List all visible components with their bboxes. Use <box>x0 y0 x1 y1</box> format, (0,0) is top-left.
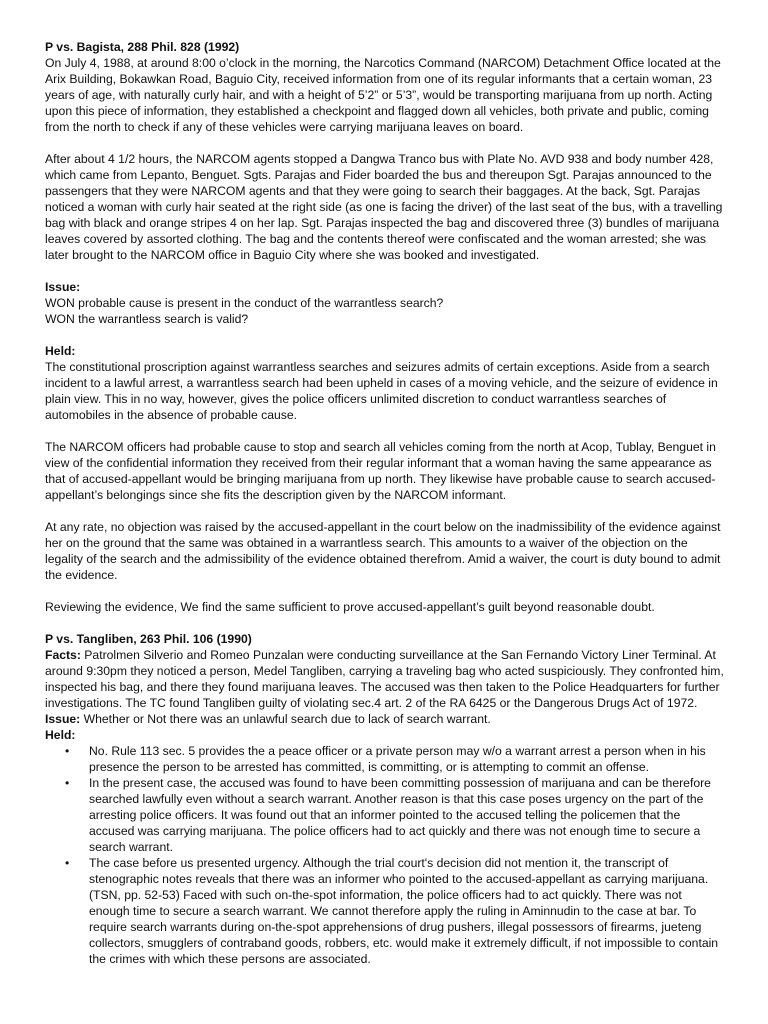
case-bagista <box>45 39 725 631</box>
held-heading: Held: <box>45 728 76 742</box>
issue-item: WON probable cause is present in the conduct of the warrantless search? <box>45 296 444 310</box>
case-title: P vs. Bagista, 288 Phil. 828 (1992) <box>45 40 240 54</box>
held-bullet-list <box>45 743 725 967</box>
issue-heading: Issue: <box>45 280 81 294</box>
facts-text: Patrolmen Silverio and Romeo Punzalan were conducting surveillance at the San Fernando Victory Liner Terminal. At around 9:30pm they noticed a person, Medel Tangliben, carrying a traveling bag who acted suspiciously. They confronted him, inspected his bag, and there they found marijuana leaves. The accused was then taken to the Police Headquarters for further investigations. The TC found Tangliben guilty of violating sec.4 art. 2 of the RA 6425 or the Dangerous Drugs Act of 1972. <box>45 648 724 710</box>
facts-paragraph <box>45 647 725 711</box>
paragraph-gap <box>45 423 725 439</box>
held-bullet-item <box>45 855 725 967</box>
facts-paragraph: After about 4 1/2 hours, the NARCOM agents stopped a Dangwa Tranco bus with Plate No. AVD 938 and body number 428, which came from Lepanto, Benguet. Sgts. Parajas and Fider boarded the bus and thereupon Sgt. Parajas announced to the passengers that they were NARCOM agents and that they were going to search their baggages. At the back, Sgt. Parajas noticed a woman with curly hair seated at the right side (as one is facing the driver) of the last seat of the bus, with a travelling bag with black and orange stripes 4 on her lap. Sgt. Parajas inspected the bag and discovered three (3) bundles of marijuana leaves covered by assorted clothing. The bag and the contents thereof were confiscated and the woman arrested; she was later brought to the NARCOM office in Baguio City where she was booked and investigated. <box>45 152 723 262</box>
bullet-icon: • <box>65 744 70 758</box>
paragraph-gap <box>45 263 725 279</box>
held-paragraph: At any rate, no objection was raised by the accused-appellant in the court below on the inadmissibility of the evidence against her on the ground that the same was obtained in a warrantless search. This amounts to a waiver of the objection on the legality of the search and the admissibility of the evidence obtained therefrom. Amid a waiver, the court is duty bound to admit the evidence. <box>45 520 721 582</box>
held-heading: Held: <box>45 344 76 358</box>
issue-paragraph <box>45 711 725 727</box>
held-paragraph: The NARCOM officers had probable cause to stop and search all vehicles coming from the north at Acop, Tublay, Benguet in view of the confidential information they received from their regular informant that a woman having the same appearance as that of accused-appellant would be bringing marijuana from up north. They likewise have probable cause to search accused-appellant’s belongings since she fits the description given by the NARCOM informant. <box>45 440 716 502</box>
paragraph-gap <box>45 503 725 519</box>
paragraph-gap <box>45 327 725 343</box>
bullet-icon: • <box>65 776 70 790</box>
held-bullet-text: No. Rule 113 sec. 5 provides the a peace officer or a private person may w/o a warrant arrest a person when in his presence the person to be arrested has committed, is committing, or is attempting to commit an offense. <box>89 744 706 774</box>
issue-label: Issue: <box>45 712 81 726</box>
issue-item: WON the warrantless search is valid? <box>45 312 249 326</box>
held-bullet-item <box>45 775 725 855</box>
paragraph-gap <box>45 135 725 151</box>
case-tangliben <box>45 631 725 967</box>
issue-text: Whether or Not there was an unlawful search due to lack of search warrant. <box>83 712 491 726</box>
paragraph-gap <box>45 583 725 599</box>
facts-paragraph: On July 4, 1988, at around 8:00 o’clock in the morning, the Narcotics Command (NARCOM) Detachment Office located at the Arix Building, Bokawkan Road, Baguio City, received information from one of its regular informants that a certain woman, 23 years of age, with naturally curly hair, and with a height of 5’2” or 5’3”, would be transporting marijuana from up north. Acting upon this piece of information, they established a checkpoint and flagged down all vehicles, both private and public, coming from the north to check if any of these vehicles were carrying marijuana leaves on board. <box>45 56 721 134</box>
held-bullet-text: The case before us presented urgency. Although the trial court's decision did not mention it, the transcript of stenographic notes reveals that there was an informer who pointed to the accused-appellant as carrying marijuana. (TSN, pp. 52-53) Faced with such on-the-spot information, the police officers had to act quickly. There was not enough time to secure a search warrant. We cannot therefore apply the ruling in Aminnudin to the case at bar. To require search warrants during on-the-spot apprehensions of drug pushers, illegal possessors of firearms, jueteng collectors, smugglers of contraband goods, robbers, etc. would make it extremely difficult, if not impossible to contain the crimes with which these persons are associated. <box>89 856 719 966</box>
case-title: P vs. Tangliben, 263 Phil. 106 (1990) <box>45 632 252 646</box>
held-bullet-text: In the present case, the accused was found to have been committing possession of marijuana and can be therefore searched lawfully even without a search warrant. Another reason is that this case poses urgency on the part of the arresting police officers. It was found out that an informer pointed to the accused telling the policemen that the accused was carrying marijuana. The police officers had to act quickly and there was not enough time to secure a search warrant. <box>89 776 711 854</box>
held-paragraph: Reviewing the evidence, We find the same sufficient to prove accused-appellant’s guilt beyond reasonable doubt. <box>45 600 655 614</box>
document-page <box>45 39 725 967</box>
bullet-icon: • <box>65 856 70 870</box>
held-paragraph: The constitutional proscription against warrantless searches and seizures admits of certain exceptions. Aside from a search incident to a lawful arrest, a warrantless search had been upheld in cases of a moving vehicle, and the seizure of evidence in plain view. This in no way, however, gives the police officers unlimited discretion to conduct warrantless searches of automobiles in the absence of probable cause. <box>45 360 718 422</box>
paragraph-gap <box>45 615 725 631</box>
facts-label: Facts: <box>45 648 81 662</box>
held-bullet-item <box>45 743 725 775</box>
